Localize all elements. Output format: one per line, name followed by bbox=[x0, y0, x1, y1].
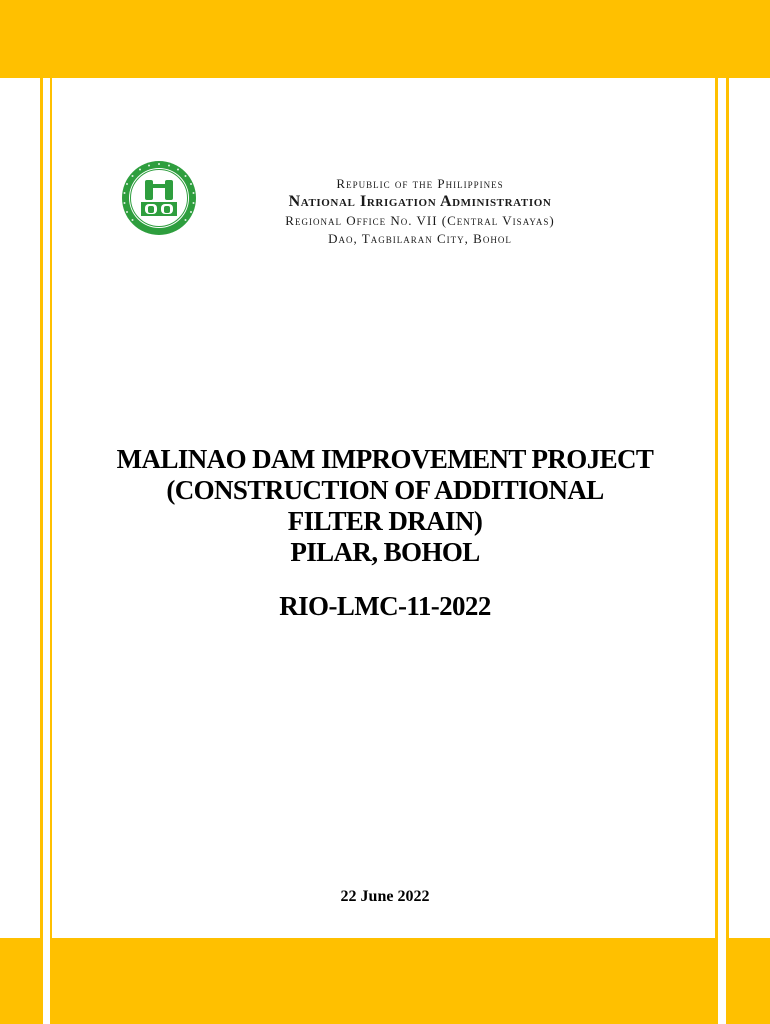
project-title-line-1: MALINAO DAM IMPROVEMENT PROJECT bbox=[116, 444, 654, 474]
left-frame-line-outer bbox=[40, 0, 43, 1024]
header-regional-office: Regional Office No. VII (Central Visayas) bbox=[285, 213, 555, 228]
top-accent-band bbox=[0, 0, 770, 78]
project-location: PILAR, BOHOL bbox=[290, 537, 480, 567]
bottom-accent-band bbox=[0, 938, 770, 1024]
right-frame-line-inner bbox=[715, 0, 718, 1024]
header-country: Republic of the Philippines bbox=[336, 176, 504, 191]
nia-seal-icon bbox=[121, 160, 197, 236]
agency-header bbox=[210, 175, 630, 248]
reference-code: RIO-LMC-11-2022 bbox=[279, 591, 491, 621]
project-title-line-2: (CONSTRUCTION OF ADDITIONAL bbox=[166, 475, 604, 505]
header-address: Dao, Tagbilaran City, Bohol bbox=[328, 231, 512, 246]
left-frame-line-inner bbox=[50, 0, 52, 1024]
header-agency-name: National Irrigation Administration bbox=[288, 193, 552, 210]
right-frame-gap bbox=[718, 938, 726, 1024]
document-date: 22 June 2022 bbox=[340, 888, 430, 905]
left-frame-gap bbox=[43, 938, 50, 1024]
right-frame-line-outer bbox=[726, 0, 729, 1024]
project-title-line-3: FILTER DRAIN) bbox=[287, 506, 483, 536]
project-title bbox=[60, 444, 710, 568]
